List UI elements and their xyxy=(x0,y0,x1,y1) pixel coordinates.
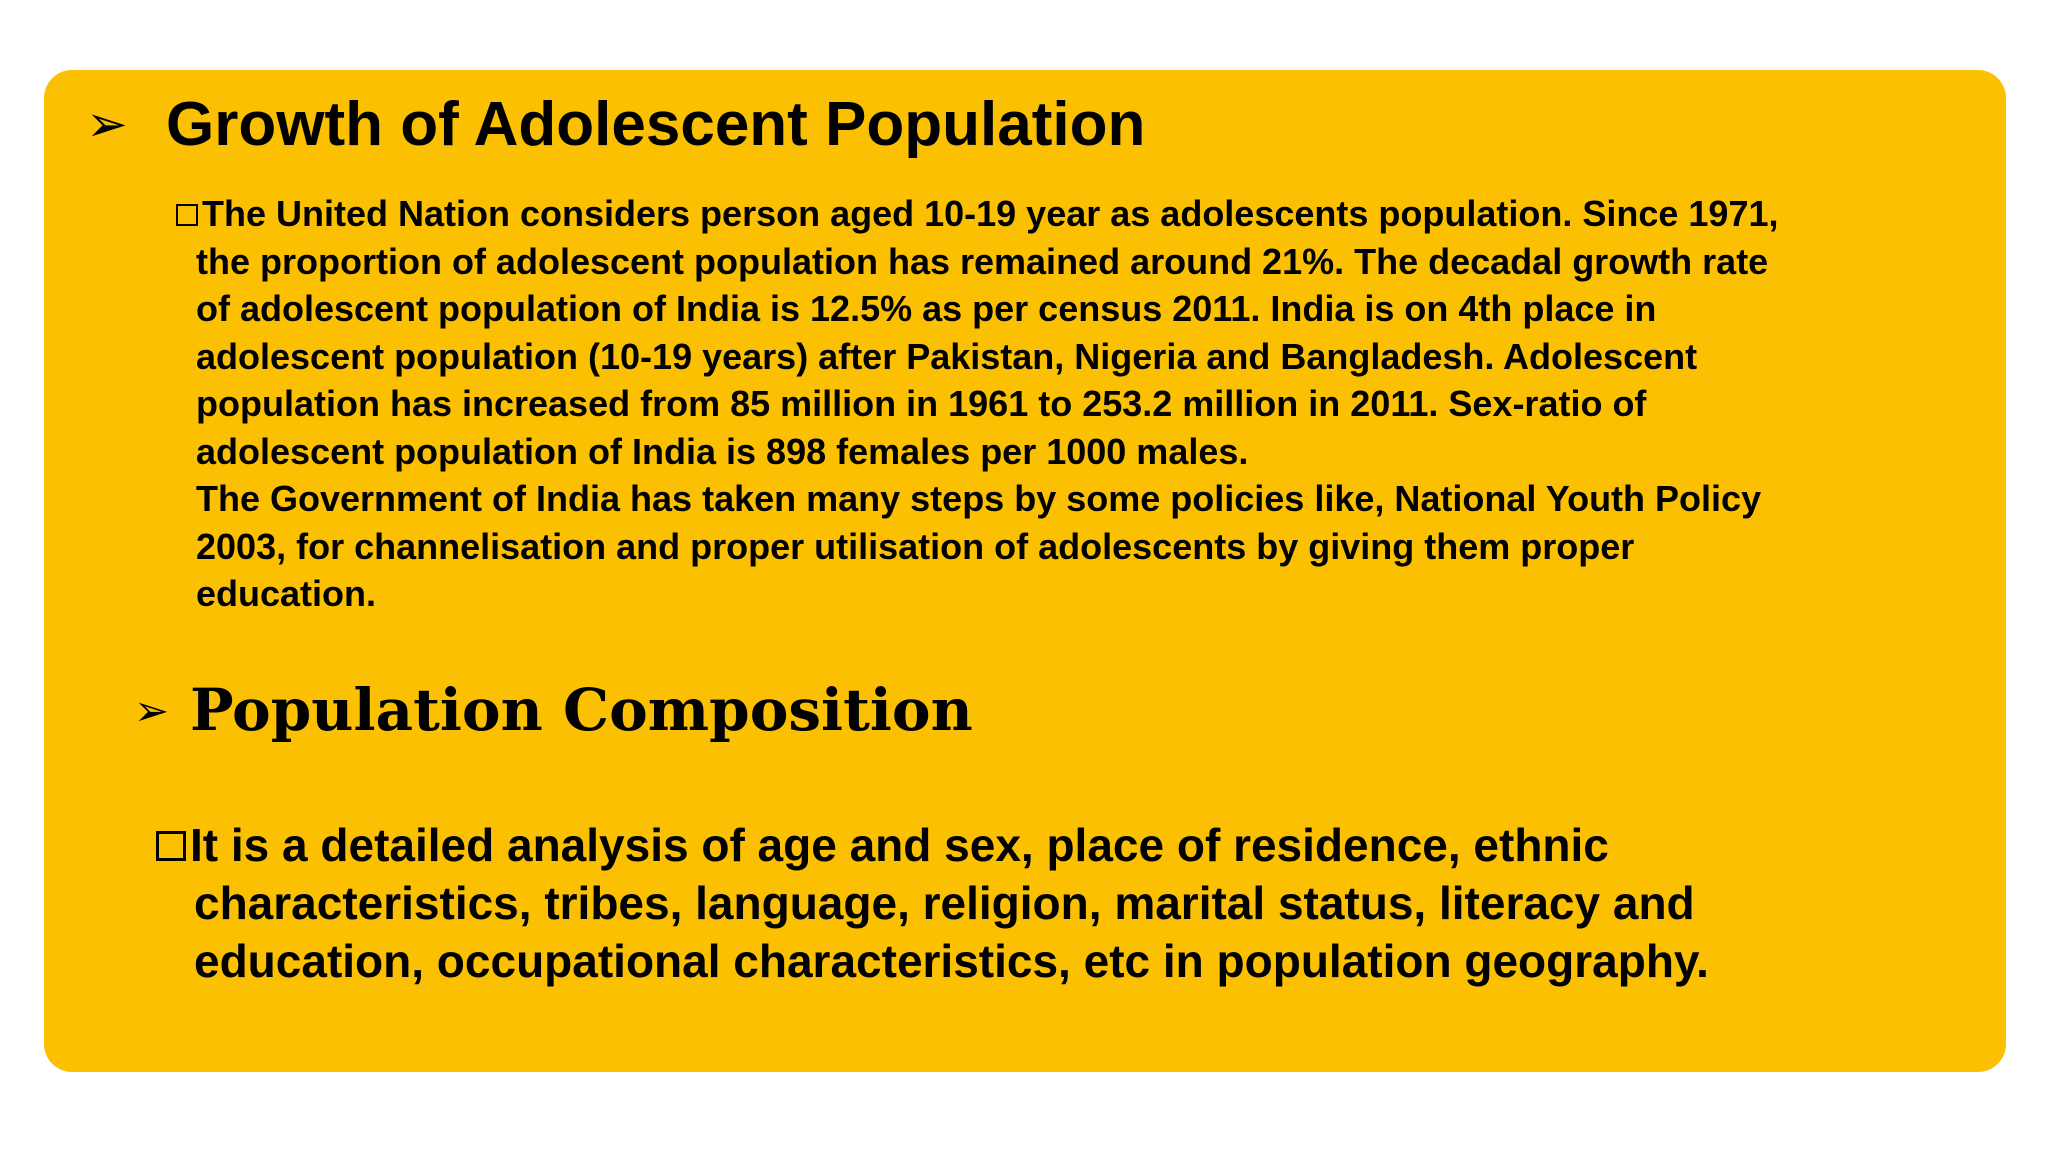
paragraph-line: The Government of India has taken many steps by some policies like, National Youth Policy xyxy=(196,478,1762,519)
section-title: Population Composition xyxy=(190,676,973,744)
paragraph-line: characteristics, tribes, language, religion, marital status, literacy and xyxy=(194,877,1695,929)
section-heading-growth xyxy=(86,84,1145,164)
square-bullet-icon xyxy=(176,204,198,226)
paragraph-line: adolescent population of India is 898 females per 1000 males. xyxy=(196,430,1249,472)
arrow-bullet-icon: ➢ xyxy=(134,685,170,735)
paragraph-line: The United Nation considers person aged 10-19 year as adolescents population. Since 1971, xyxy=(176,190,1966,238)
square-bullet-icon xyxy=(156,831,186,861)
paragraph-line: population has increased from 85 million in 1961 to 253.2 million in 2011. Sex-ratio of xyxy=(196,383,1647,424)
paragraph-line: education. xyxy=(196,573,377,614)
paragraph-line: adolescent population (10-19 years) after Pakistan, Nigeria and Bangladesh. Adolescent xyxy=(196,335,1698,377)
section-title: Growth of Adolescent Population xyxy=(166,89,1146,159)
growth-paragraph xyxy=(176,190,1966,618)
paragraph-line: It is a detailed analysis of age and sex, place of residence, ethnic xyxy=(156,816,1946,874)
arrow-bullet-icon: ➢ xyxy=(86,95,128,153)
paragraph-line: 2003, for channelisation and proper utilisation of adolescents by giving them proper xyxy=(196,525,1635,567)
composition-paragraph xyxy=(156,816,1946,990)
paragraph-line: education, occupational characteristics, etc in population geography. xyxy=(194,935,1709,987)
paragraph-line: of adolescent population of India is 12.5% as per census 2011. India is on 4th place in xyxy=(196,288,1657,329)
section-heading-composition xyxy=(134,670,973,750)
paragraph-line: the proportion of adolescent population has remained around 21%. The decadal growth rate xyxy=(196,240,1769,282)
